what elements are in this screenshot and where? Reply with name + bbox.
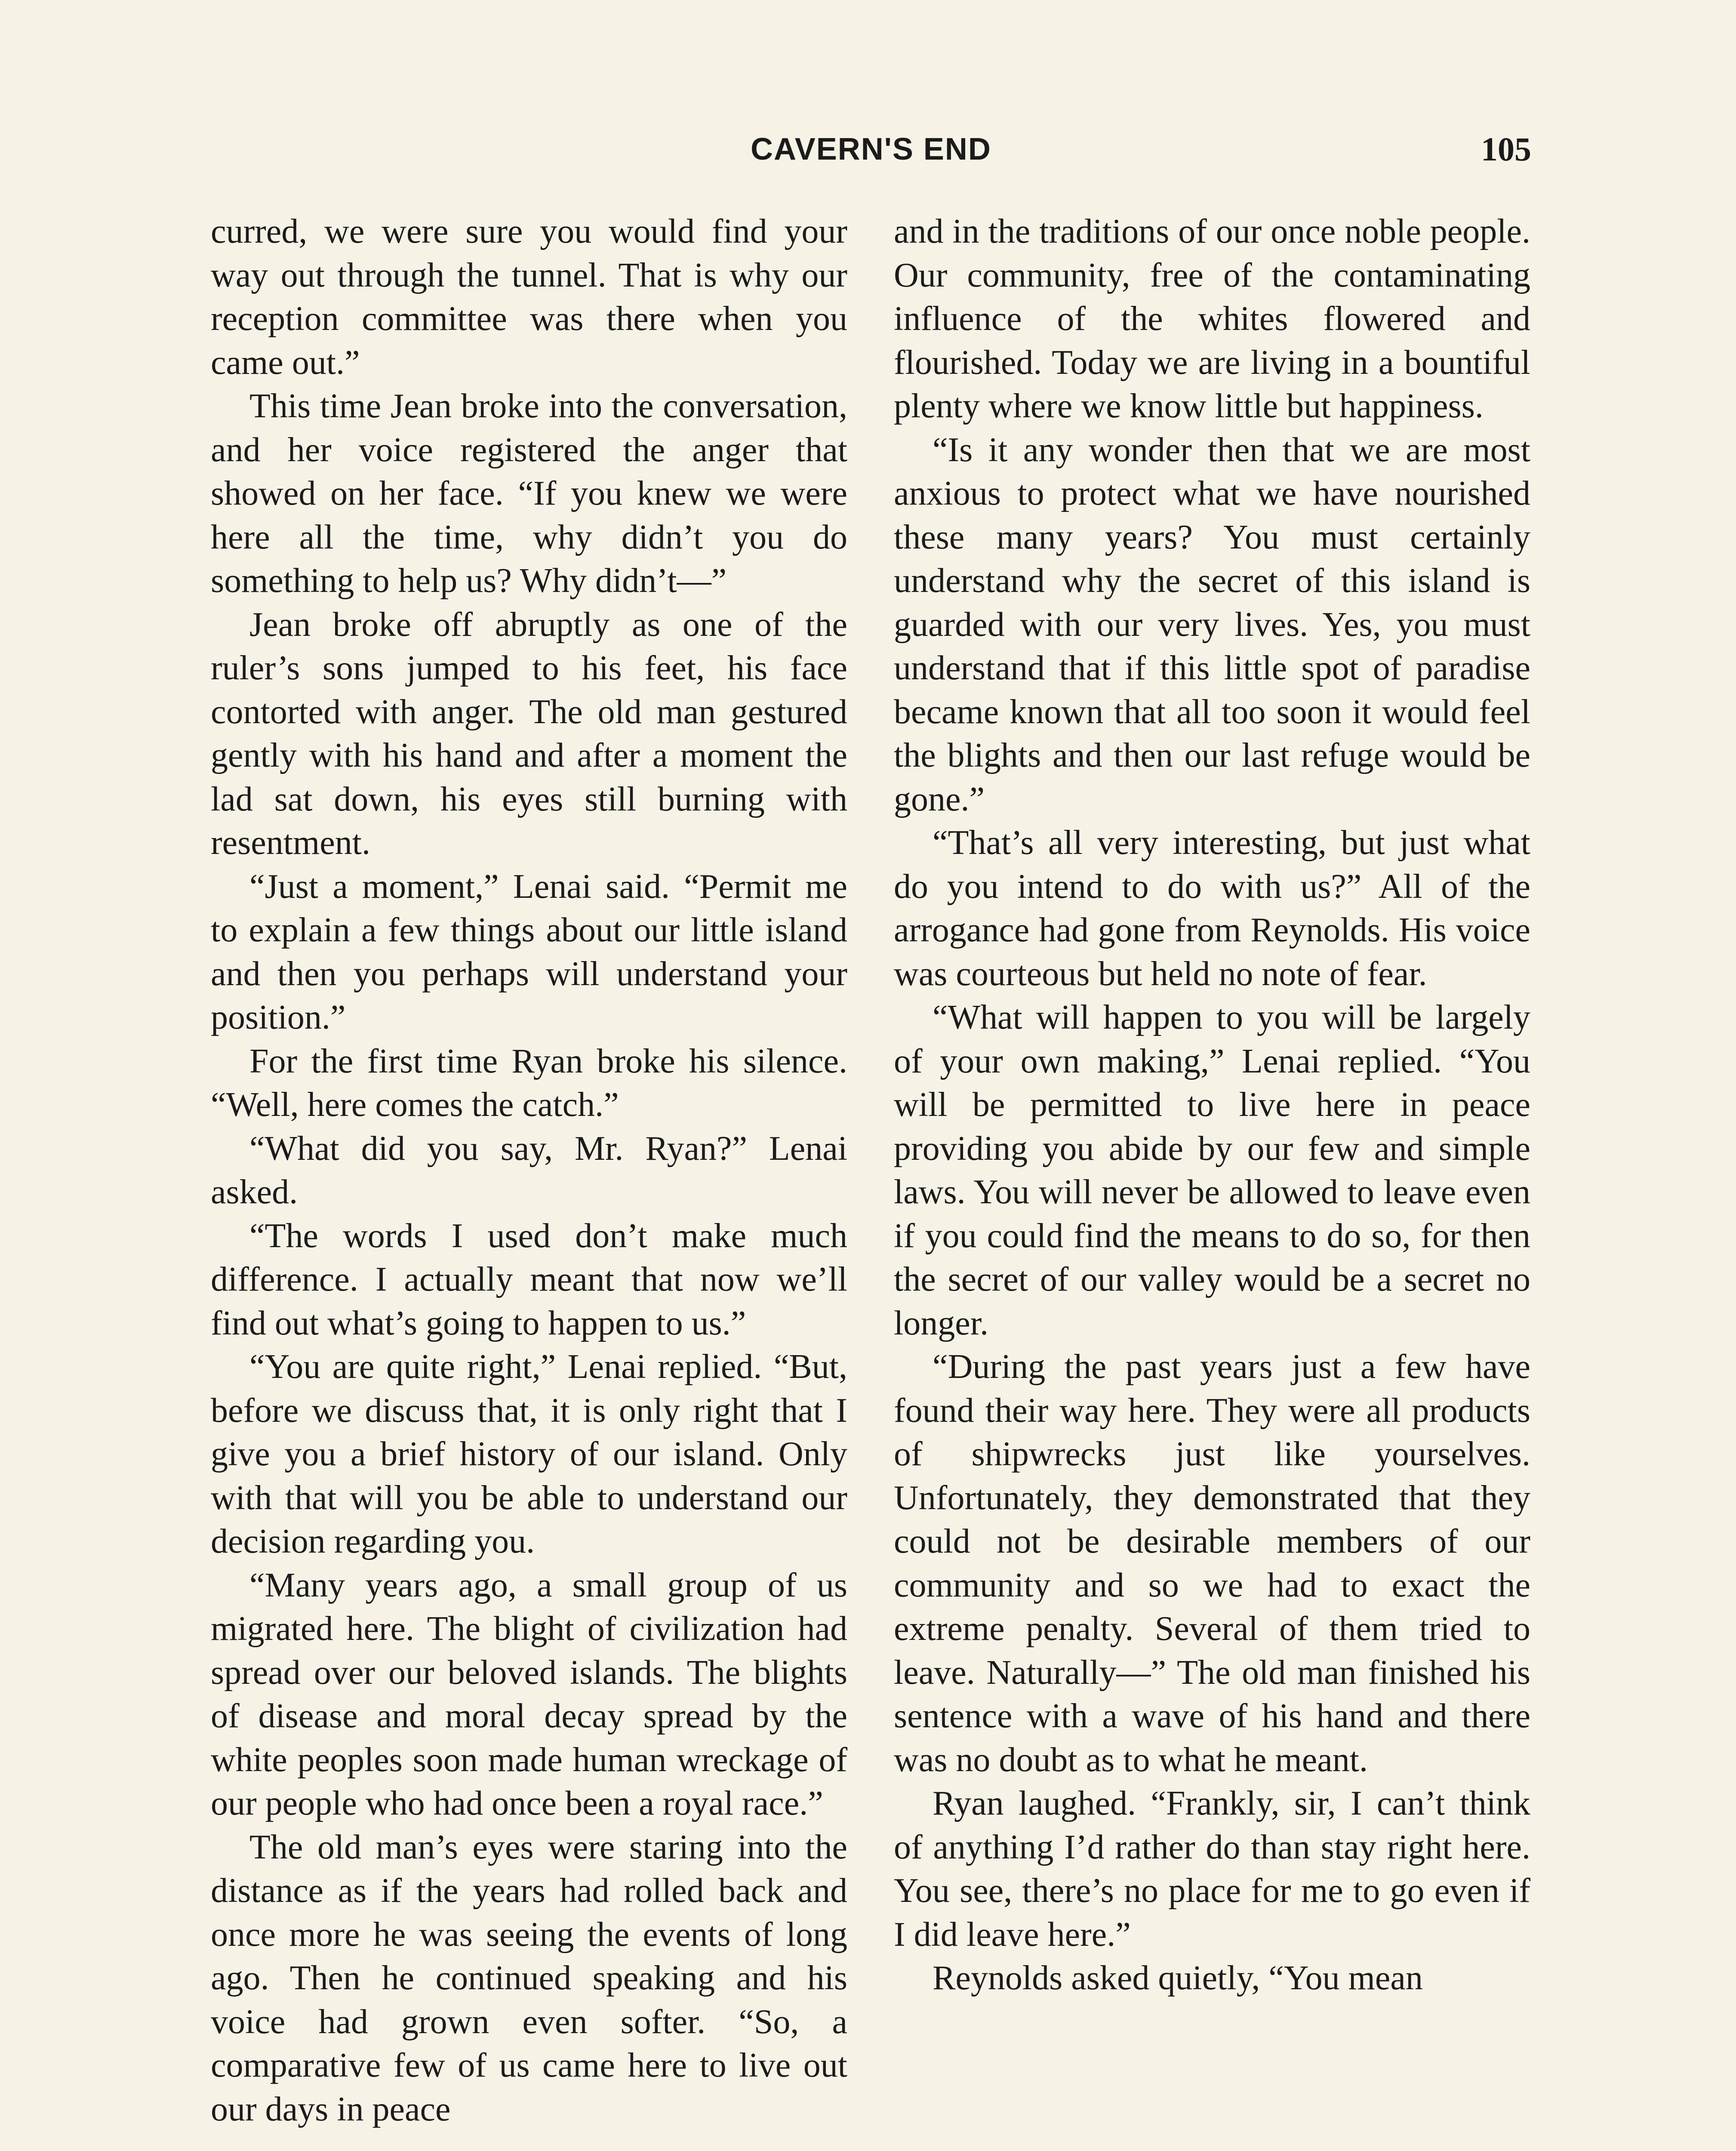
right-column (894, 210, 1530, 2000)
paragraph: “What will happen to you will be largely of your own making,” Lenai replied. “You will be permitted to live here in peace providing you abide by our few and simple laws. You will never be allowed to leave even if you could find the means to do so, for then the secret of our valley would be a secret no longer. (894, 998, 1530, 1342)
left-column (211, 210, 847, 2131)
paragraph: “What did you say, Mr. Ryan?” Lenai asked. (211, 1129, 847, 1211)
paragraph: This time Jean broke into the conversation, and her voice registered the anger that showed on her face. “If you knew we were here all the time, why didn’t you do something to help us? Why didn’t—” (211, 387, 847, 600)
paragraph: “Is it any wonder then that we are most anxious to protect what we have nourished these many years? You must certainly understand why the secret of this island is guarded with our very lives. Yes, you must understand that if this little spot of paradise became known that all too soon it would feel the blights and then our last refuge would be gone.” (894, 431, 1530, 818)
page-number: 105 (1481, 130, 1531, 168)
paragraph: Jean broke off abruptly as one of the ruler’s sons jumped to his feet, his face contorted with anger. The old man gestured gently with his hand and after a moment the lad sat down, his eyes still burning with resentment. (211, 605, 847, 862)
paragraph: “Just a moment,” Lenai said. “Permit me to explain a few things about our little island and then you perhaps will understand your position.” (211, 867, 847, 1036)
paragraph: “Many years ago, a small group of us migrated here. The blight of civilization had spread over our beloved islands. The blights of disease and moral decay spread by the white peoples soon made human wreckage of our people who had once been a royal race.” (211, 1566, 847, 1822)
paragraph: “That’s all very interesting, but just what do you intend to do with us?” All of the arrogance had gone from Reynolds. His voice was courteous but held no note of fear. (894, 824, 1530, 993)
paragraph: curred, we were sure you would find your way out through the tunnel. That is why our reception committee was there when you came out.” (211, 213, 847, 382)
paragraph: and in the traditions of our once noble people. Our community, free of the contaminating influence of the whites flowered and flourished. Today we are living in a bountiful plenty where we know little but happiness. (894, 213, 1530, 425)
paragraph: “You are quite right,” Lenai replied. “But, before we discuss that, it is only right that I give you a brief history of our island. Only with that will you be able to understand our decision regarding you. (211, 1348, 847, 1560)
paragraph: “The words I used don’t make much difference. I actually meant that now we’ll find out what’s going to happen to us.” (211, 1217, 847, 1342)
paragraph: Reynolds asked quietly, “You mean (933, 1959, 1423, 1997)
paragraph: Ryan laughed. “Frankly, sir, I can’t think of anything I’d rather do than stay right here. You see, there’s no place for me to go even if I did leave here.” (894, 1784, 1530, 1954)
running-title: CAVERN'S END (751, 132, 991, 166)
running-header (211, 126, 1531, 173)
paragraph: “During the past years just a few have found their way here. They were all products of shipwrecks just like yourselves. Unfortunately, they demonstrated that they could not be desirable members of our community and so we had to exact the extreme penalty. Several of them tried to leave. Naturally—” The old man finished his sentence with a wave of his hand and there was no doubt as to what he meant. (894, 1348, 1530, 1779)
paragraph: The old man’s eyes were staring into the distance as if the years had rolled back and once more he was seeing the events of long ago. Then he continued speaking and his voice had grown even softer. “So, a comparative few of us came here to live out our days in peace (211, 1828, 847, 2128)
paragraph: For the first time Ryan broke his silence. “Well, here comes the catch.” (211, 1042, 847, 1124)
